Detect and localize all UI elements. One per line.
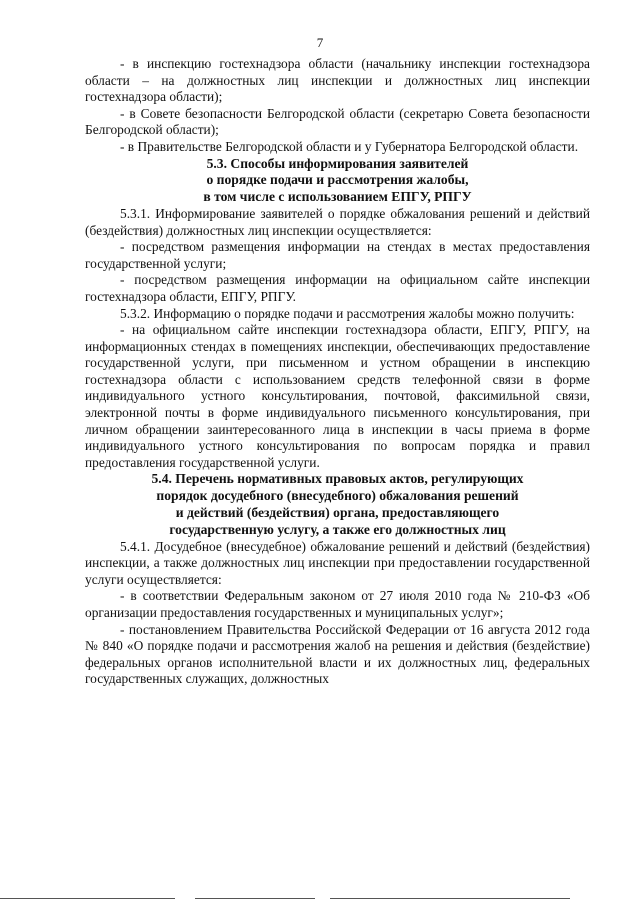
paragraph: - в Совете безопасности Белгородской области (секретарю Совета безопасности Белгородской области); <box>85 105 590 138</box>
paragraph: 5.4.1. Досудебное (внесудебное) обжалование решений и действий (бездействия) инспекции, а также должностных лиц инспекции при предоставлении государственной услуги осуществляется: <box>85 538 590 587</box>
scan-edge-marks <box>0 893 640 901</box>
scan-line <box>0 898 175 899</box>
paragraph: - в инспекцию гостехнадзора области (начальнику инспекции гостехнадзора области – на должностных лиц инспекции и должностных лиц инспекции гостехнадзора области); <box>85 56 590 105</box>
paragraph: - постановлением Правительства Российской Федерации от 16 августа 2012 года № 840 «О порядке подачи и рассмотрения жалоб на решения и действия (бездействие) федеральных органов исполнительной власти и их должностных лиц, федеральных государственных служащих, должностных <box>85 621 590 687</box>
section-heading-5-4 <box>85 471 590 538</box>
paragraph: - на официальном сайте инспекции гостехнадзора области, ЕПГУ, РПГУ, на информационных стендах в помещениях инспекции, обеспечивающих предоставление государственной услуги, при письменном и устном обращении в инспекцию гостехнадзора области с использованием средств телефонной связи в форме индивидуального устного консультирования, почтовой, факсимильной связи, электронной почты в форме индивидуального письменного консультирования, при личном обращении заинтересованного лица в инспекции в часы приема в форме индивидуального устного консультирования по вопросам порядка и правил предоставления государственной услуги. <box>85 322 590 470</box>
paragraph: 5.3.1. Информирование заявителей о порядке обжалования решений и действий (бездействия) должностных лиц инспекции осуществляется: <box>85 205 590 238</box>
paragraph: - посредством размещения информации на стендах в местах предоставления государственной услуги; <box>85 239 590 271</box>
document-body <box>85 56 590 688</box>
page-number: 7 <box>316 35 324 50</box>
paragraph: 5.3.2. Информацию о порядке подачи и рассмотрения жалобы можно получить: <box>120 305 575 321</box>
paragraph: - в Правительстве Белгородской области и у Губернатора Белгородской области. <box>120 138 579 154</box>
scan-line <box>330 898 570 899</box>
paragraph: - посредством размещения информации на официальном сайте инспекции гостехнадзора области, ЕПГУ, РПГУ. <box>85 272 590 304</box>
section-heading-5-3 <box>85 156 590 206</box>
heading-line: государственную услугу, а также его должностных лиц <box>169 521 506 537</box>
scan-line <box>195 898 315 899</box>
heading-line: 5.3. Способы информирования заявителей <box>206 155 469 171</box>
heading-line: о порядке подачи и рассмотрения жалобы, <box>206 172 469 188</box>
heading-line: в том числе с использованием ЕПГУ, РПГУ <box>203 189 472 205</box>
heading-line: 5.4. Перечень нормативных правовых актов, регулирующих <box>151 471 524 487</box>
heading-line: и действий (бездействия) органа, предоставляющего <box>175 505 500 521</box>
paragraph: - в соответствии Федеральным законом от 27 июля 2010 года № 210-ФЗ «Об организации предоставления государственных и муниципальных услуг»; <box>85 588 590 621</box>
heading-line: порядок досудебного (внесудебного) обжалования решений <box>156 488 519 504</box>
